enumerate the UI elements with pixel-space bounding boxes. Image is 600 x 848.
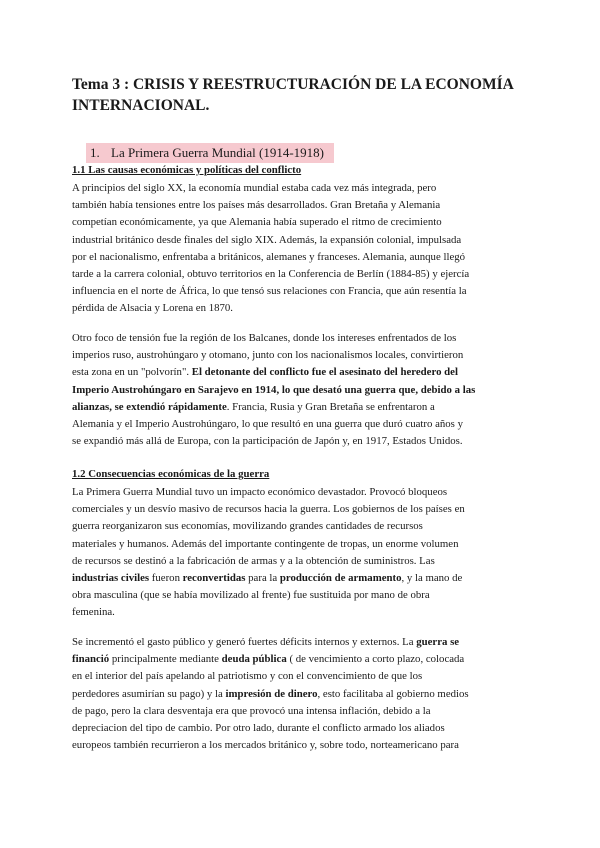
text-line (72, 364, 528, 381)
text-line: competían económicamente, ya que Alemania había superado el ritmo de crecimiento (72, 216, 442, 229)
section-heading-highlighted (86, 143, 334, 163)
bold-run: Imperio Austrohúngaro en Sarajevo en 1914, lo que desató una guerra que, debido a las (72, 383, 476, 396)
text-line: A principios del siglo XX, la economía mundial estaba cada vez más integrada, pero (72, 182, 437, 194)
text-line: Alemania y el Imperio Austrohúngaro, lo que resultó en una guerra que duró cuatro años y (72, 418, 463, 431)
bold-run: El detonante del conflicto fue el asesinato del heredero del (191, 366, 458, 379)
text-line: europeos también recurrieron a los mercados británico y, sobre todo, norteamericano para (72, 739, 459, 752)
title-line-2: INTERNACIONAL. (72, 97, 210, 114)
section-number: 1. (90, 145, 100, 160)
text-line: también había tensiones entre los países más desarrollados. Gran Bretaña y Alemania (72, 199, 441, 212)
page-title (72, 74, 542, 116)
text-line: tarde a la carrera colonial, obtuvo territorios en la Conferencia de Berlín (1884-85) y ejercía (72, 268, 470, 281)
bold-run: deuda pública (221, 653, 287, 666)
paragraph-causes-2 (72, 330, 528, 450)
text-run: principalmente mediante (109, 653, 222, 666)
text-line: de pago, pero la clara desventaja era que provocó una intensa inflación, debido a la (72, 704, 431, 717)
subsection-heading-consequences: 1.2 Consecuencias económicas de la guerra (72, 468, 270, 480)
text-line: guerra reorganizaron sus economías, movilizando grandes cantidades de recursos (72, 520, 423, 533)
text-line: se expandió más allá de Europa, con la participación de Japón y, en 1917, Estados Unidos. (72, 435, 463, 448)
text-line (72, 382, 528, 399)
text-run: fueron (149, 572, 183, 585)
text-line (72, 399, 528, 416)
text-run: , y la mano de (401, 572, 463, 585)
section-label: La Primera Guerra Mundial (1914-1918) (111, 145, 324, 160)
text-line (72, 570, 528, 587)
text-run: perdedores asumirían su pago) y la (72, 687, 226, 700)
text-line: influencia en el norte de África, lo que tensó sus relaciones con Francia, que aún resentía la (72, 285, 467, 298)
paragraph-causes-1 (72, 180, 528, 318)
text-line: imperios ruso, austrohúngaro y otomano, junto con los nacionalismos locales, convirtieron (72, 349, 464, 362)
text-run: para la (245, 572, 280, 585)
bold-run: alianzas, se extendió rápidamente (72, 400, 227, 413)
title-line-1: Tema 3 : CRISIS Y REESTRUCTURACIÓN DE LA ECONOMÍA (72, 76, 514, 93)
bold-run: financió (72, 653, 110, 666)
text-line: industrial británico desde finales del siglo XIX. Además, la expansión colonial, impulsada (72, 233, 462, 246)
text-line: de recursos se destinó a la fabricación de armas y a la obtención de suministros. Las (72, 554, 435, 567)
text-line: depreciacion del tipo de cambio. Por otro lado, durante el conflicto armado los aliados (72, 722, 445, 735)
text-line (72, 651, 528, 668)
text-line: materiales y humanos. Además del importante contingente de tropas, un enorme volumen (72, 537, 459, 550)
text-line: comerciales y un desvío masivo de recursos hacia la guerra. Los gobiernos de los países en (72, 503, 465, 516)
paragraph-consequences-1 (72, 484, 528, 622)
paragraph-consequences-2 (72, 634, 528, 754)
text-line (72, 634, 528, 651)
text-line: femenina. (72, 606, 115, 619)
text-run: esta zona en un "polvorín". (72, 366, 192, 379)
text-line: en el interior del país apelando al patriotismo y con el convencimiento de que los (72, 670, 423, 683)
text-line: por el nacionalismo, enfrentaba a británicos, alemanes y franceses. Alemania, aunque llegó (72, 250, 466, 263)
text-line: Otro foco de tensión fue la región de los Balcanes, donde los intereses enfrentados de los (72, 332, 457, 344)
bold-run: industrias civiles (72, 572, 150, 585)
text-line: obra masculina (que se había movilizado al frente) fue sustituida por mano de obra (72, 589, 430, 602)
text-line (72, 686, 528, 703)
text-run: . Francia, Rusia y Gran Bretaña se enfrentaron a (226, 400, 435, 413)
text-line: pérdida de Alsacia y Lorena en 1870. (72, 302, 233, 315)
text-run: ( de vencimiento a corto plazo, colocada (286, 653, 465, 666)
bold-run: guerra se (416, 636, 460, 648)
bold-run: impresión de dinero (225, 687, 318, 700)
bold-run: producción de armamento (279, 572, 402, 585)
text-line: La Primera Guerra Mundial tuvo un impacto económico devastador. Provocó bloqueos (72, 486, 448, 498)
text-run: Se incrementó el gasto público y generó fuertes déficits internos y externos. La (72, 636, 417, 648)
text-run: , esto facilitaba al gobierno medios (317, 687, 469, 700)
subsection-heading-causes: 1.1 Las causas económicas y políticas del conflicto (72, 164, 302, 176)
bold-run: reconvertidas (182, 572, 246, 585)
